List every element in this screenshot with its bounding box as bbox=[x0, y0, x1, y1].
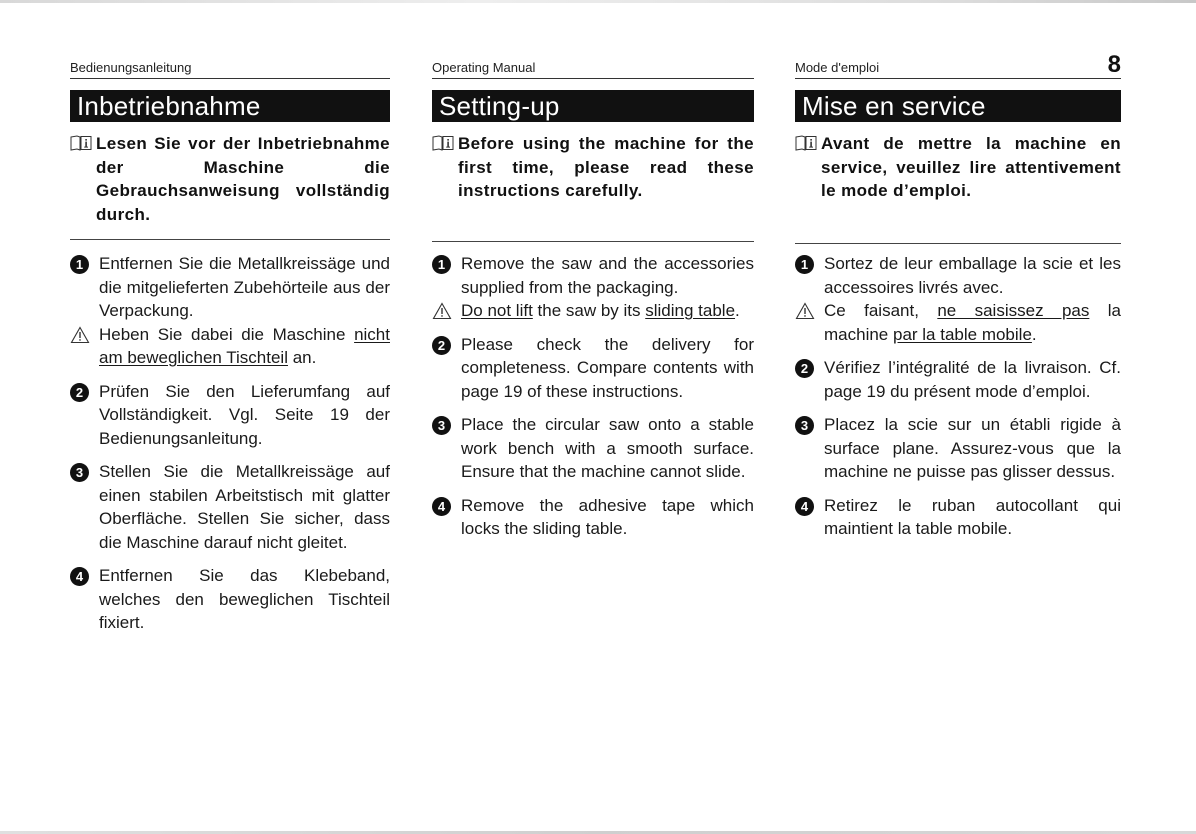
warning-note bbox=[70, 323, 390, 370]
step-4 bbox=[432, 494, 754, 541]
steps-list bbox=[795, 252, 1121, 541]
step-text: Vérifiez l’intégralité de la livraison. Cf. page 19 du présent mode d’emploi. bbox=[824, 358, 1121, 401]
warning-note bbox=[795, 299, 1121, 346]
running-head-label: Mode d'emploi bbox=[795, 60, 880, 75]
book-info-icon bbox=[432, 135, 454, 151]
book-info-icon bbox=[70, 135, 92, 151]
step-text: Retirez le ruban autocollant qui maintient la table mobile. bbox=[824, 495, 1121, 538]
column-french bbox=[795, 51, 1121, 538]
step-text: Remove the saw and the accessories supplied from the packaging. bbox=[461, 254, 754, 297]
step-number-badge: 3 bbox=[70, 463, 89, 482]
step-number-badge: 3 bbox=[795, 416, 814, 435]
warning-note bbox=[432, 299, 754, 323]
section-title: Inbetriebnahme bbox=[70, 90, 390, 122]
step-text: Remove the adhesive tape which locks the sliding table. bbox=[461, 495, 754, 538]
warning-triangle-icon bbox=[70, 326, 90, 344]
warning-text-emphasis-2: sliding table bbox=[645, 301, 736, 320]
intro-text: Before using the machine for the first time, please read these instructions carefully. bbox=[458, 134, 754, 200]
book-info-icon bbox=[795, 135, 817, 151]
step-number-badge: 1 bbox=[432, 255, 451, 274]
step-3 bbox=[432, 413, 754, 484]
step-text: Please check the delivery for completeness. Compare contents with page 19 of these instructions. bbox=[461, 334, 754, 401]
steps-list bbox=[432, 252, 754, 541]
step-1 bbox=[795, 252, 1121, 299]
warning-triangle-icon bbox=[432, 302, 452, 320]
warning-text-emphasis: ne saisissez pas bbox=[937, 301, 1090, 320]
step-4 bbox=[795, 494, 1121, 541]
step-number-badge: 4 bbox=[795, 497, 814, 516]
running-head-label: Bedienungsanleitung bbox=[70, 60, 192, 75]
intro-note bbox=[795, 132, 1121, 203]
warning-text-emphasis-2: par la table mobile bbox=[892, 324, 1032, 344]
step-3 bbox=[795, 413, 1121, 484]
step-2 bbox=[70, 380, 390, 451]
warning-text-emphasis: nicht am beweglichen Tischteil bbox=[99, 324, 390, 367]
running-head-label: Operating Manual bbox=[432, 60, 536, 75]
warning-text-pre: Ce faisant, bbox=[824, 301, 938, 320]
divider bbox=[795, 243, 1121, 244]
warning-text-post: an. bbox=[287, 348, 317, 367]
step-number-badge: 3 bbox=[432, 416, 451, 435]
step-number-badge: 4 bbox=[432, 497, 451, 516]
intro-text: Avant de mettre la machine en service, veuillez lire attentivement le mode d’emploi. bbox=[821, 134, 1121, 200]
step-number-badge: 2 bbox=[432, 336, 451, 355]
intro-text: Lesen Sie vor der Inbetriebnahme der Maschine die Gebrauchsanweisung vollständig durch. bbox=[96, 134, 390, 224]
step-text: Entfernen Sie die Metallkreissäge und die mitgelieferten Zubehörteile aus der Verpackung. bbox=[99, 254, 390, 320]
step-text: Place the circular saw onto a stable work bench with a smooth surface. Ensure that the machine cannot slide. bbox=[461, 415, 754, 481]
step-3 bbox=[70, 460, 390, 554]
step-number-badge: 4 bbox=[70, 567, 89, 586]
step-text: Placez la scie sur un établi rigide à surface plane. Assurez-vous que la machine ne puisse pas glisser dessus. bbox=[824, 415, 1121, 481]
steps-list bbox=[70, 252, 390, 635]
section-title: Setting-up bbox=[432, 90, 754, 122]
divider bbox=[432, 241, 754, 242]
page-number: 8 bbox=[1107, 51, 1121, 78]
step-1 bbox=[70, 252, 390, 323]
section-title: Mise en service bbox=[795, 90, 1121, 122]
step-number-badge: 2 bbox=[70, 383, 89, 402]
running-head bbox=[795, 51, 1121, 79]
step-1 bbox=[432, 252, 754, 299]
step-number-badge: 1 bbox=[70, 255, 89, 274]
step-2 bbox=[795, 356, 1121, 403]
step-text: Stellen Sie die Metallkreissäge auf einen stabilen Arbeitstisch mit glatter Oberfläche. Stellen Sie sicher, dass die Maschine darauf nicht gleitet. bbox=[99, 462, 390, 552]
step-number-badge: 2 bbox=[795, 359, 814, 378]
warning-text-pre: Heben Sie dabei die Maschine bbox=[99, 324, 355, 344]
step-text: Sortez de leur emballage la scie et les accessoires livrés avec. bbox=[824, 254, 1121, 297]
step-4 bbox=[70, 564, 390, 635]
intro-note bbox=[432, 132, 754, 203]
column-english bbox=[432, 58, 754, 538]
scan-top-edge bbox=[0, 0, 1196, 3]
warning-text-post: . bbox=[1031, 324, 1037, 344]
warning-triangle-icon bbox=[795, 302, 815, 320]
step-text: Prüfen Sie den Lieferumfang auf Vollständigkeit. Vgl. Seite 19 der Bedienungsanleitung. bbox=[99, 381, 390, 448]
step-text: Entfernen Sie das Klebeband, welches den beweglichen Tischteil fixiert. bbox=[99, 566, 390, 632]
divider bbox=[70, 239, 390, 240]
intro-note bbox=[70, 132, 390, 226]
step-number-badge: 1 bbox=[795, 255, 814, 274]
warning-text-mid: the saw by its bbox=[532, 301, 646, 320]
step-2 bbox=[432, 333, 754, 404]
warning-text-mid: la machine bbox=[824, 301, 1121, 344]
warning-text-emphasis: Do not lift bbox=[461, 301, 533, 320]
running-head bbox=[432, 58, 754, 79]
column-german bbox=[70, 58, 390, 632]
warning-text-post: . bbox=[735, 301, 740, 320]
running-head bbox=[70, 58, 390, 79]
